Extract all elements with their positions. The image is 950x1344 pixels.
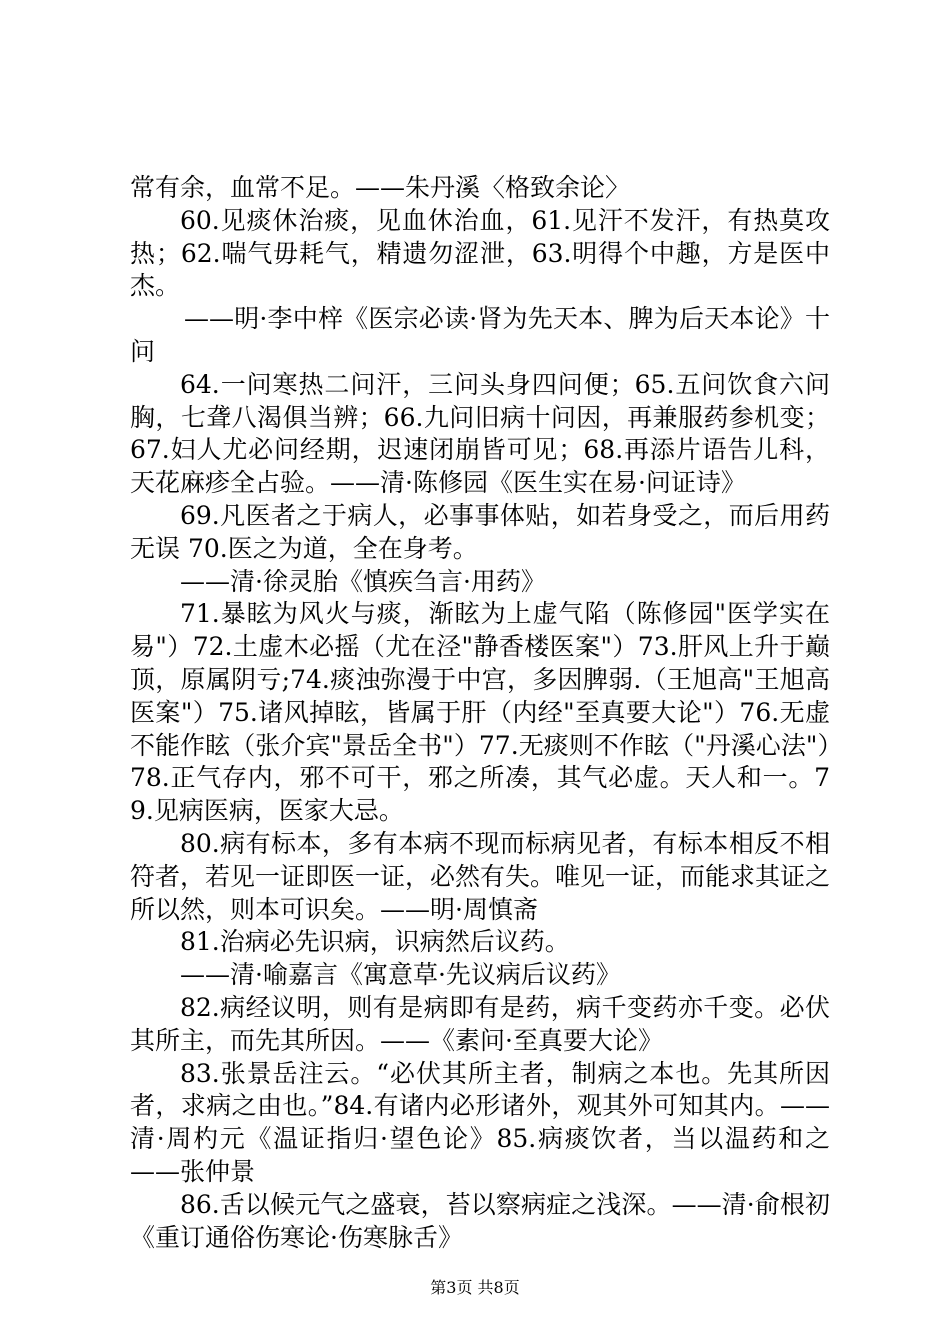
paragraph-80: 80.病有标本，多有本病不现而标病见者，有标本相反不相符者，若见一证即医一证，必然有失。唯见一证，而能求其证之所以然，则本可识矣。——明·周慎斋 [130,828,831,924]
paragraph-69-70: 69.凡医者之于病人，必事事体贴，如若身受之，而后用药无误 70.医之为道，全在身考。 [130,500,830,563]
paragraph-86: 86.舌以候元气之盛衰，苔以察病症之浅深。——清·俞根初《重订通俗伤寒论·伤寒脉舌》 [130,1189,830,1252]
paragraph-citation-li-zhongzi: ——明·李中梓《医宗必读·肾为先天本、脾为后天本论》十问 [130,304,830,366]
paragraph-continuation: 常有余，血常不足。——朱丹溪〈格致余论〉 [130,173,631,202]
paragraph-64-68: 64.一问寒热二问汗，三问头身四问便；65.五问饮食六问胸，七聋八渴俱当辨；66.九问旧病十问因，再兼服药参机变；67.妇人尤必问经期，迟速闭崩皆可见；68.再添片语告儿科，天花麻疹全占验。——清·陈修园《医生实在易·问证诗》 [130,369,830,498]
paragraph-81: 81.治病必先识病，识病然后议药。 [180,927,570,957]
paragraph-citation-yu-jiayan: ——清·喻嘉言《寓意草·先议病后议药》 [180,960,621,990]
paragraph-83-85: 83.张景岳注云。“必伏其所主者，制病之本也。先其所因者，求病之由也。”84.有诸内必形诸外，观其外可知其内。——清·周杓元《温证指归·望色论》85.病痰饮者，当以温药和之——张仲景 [130,1058,830,1186]
page-footer: 第3页 共8页 [430,1278,520,1297]
document-body [130,172,830,1254]
paragraph-60-63: 60.见痰休治痰，见血休治血，61.见汗不发汗，有热莫攻热；62.喘气毋耗气，精遗勿涩泄，63.明得个中趣，方是医中杰。 [130,205,830,301]
paragraph-71-79: 71.暴眩为风火与痰，渐眩为上虚气陷（陈修园"医学实在易"）72.土虚木必摇（尤在泾"静香楼医案"）73.肝风上升于巅顶，原属阴亏;74.痰浊弥漫于中宫，多因脾弱.（王旭高"王旭高医案"）75.诸风掉眩，皆属于肝（内经"至真要大论"）76.无虚不能作眩（张介宾"景岳全书"）77.无痰则不作眩（"丹溪心法"）78.正气存内，邪不可干，邪之所凑，其气必虚。天人和一。79.见病医病，医家大忌。 [130,599,830,826]
paragraph-citation-xu-lingtai: ——清·徐灵胎《慎疾刍言·用药》 [180,566,546,596]
paragraph-82: 82.病经议明，则有是病即有是药，病千变药亦千变。必伏其所主，而先其所因。——《素问·至真要大论》 [130,992,830,1055]
